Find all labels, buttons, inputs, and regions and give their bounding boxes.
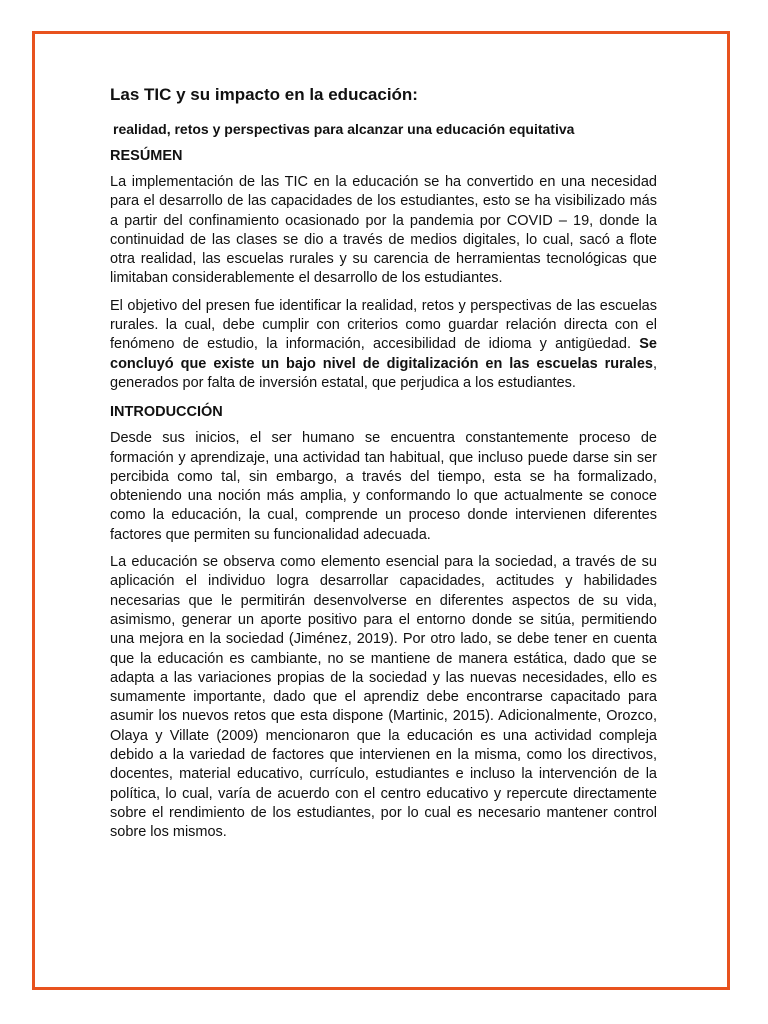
document-title: Las TIC y su impacto en la educación: (110, 85, 418, 104)
resumen-paragraph-1: La implementación de las TIC en la educación se ha convertido en una necesidad para el desarrollo de las capacidades de los estudiantes, esto se ha visibilizado más a partir del confinamiento ocasionado por la pandemia por COVID – 19, donde la continuidad de las clases se dio a través de medios digitales, lo cual, sacó a flote otra realidad, las escuelas rurales y su carencia de herramientas tecnológicas que limitaban considerablemente el desarrollo de los estudiantes. (110, 174, 657, 287)
resumen-p2-bold: Se concluyó que existe un bajo nivel de digitalización en las escuelas rurales (110, 336, 657, 372)
intro-paragraph-1: Desde sus inicios, el ser humano se encuentra constantemente proceso de formación y aprendizaje, una actividad tan habitual, que incluso puede darse sin ser percibida como tal, sin embargo, a través del tiempo, esta se ha formalizado, obteniendo una noción más amplia, y conformando lo que actualmente se conoce como la educación, la cual, comprende un proceso donde intervienen diferentes factores que permiten su funcionalidad adecuada. (110, 430, 657, 543)
document-subtitle: realidad, retos y perspectivas para alcanzar una educación equitativa (113, 121, 575, 137)
resumen-p2-end: , generados por falta de inversión estatal, que perjudica a los estudiantes. (110, 355, 657, 391)
intro-paragraph-2: La educación se observa como elemento esencial para la sociedad, a través de su aplicación el individuo logra desarrollar capacidades, actitudes y habilidades necesarias que le permitirán desenvolverse en diferentes aspectos de su vida, asimismo, generar un aporte positivo para el entorno donde se sitúa, permitiendo una mejora en la sociedad (Jiménez, 2019). Por otro lado, se debe tener en cuenta que la educación es cambiante, no se mantiene de manera estática, dado que se adapta a las variaciones propias de la sociedad y las nuevas necesidades, ello es sumamente importante, dado que el aprendiz debe encontrarse capacitado para asumir los nuevos retos que esta dispone (Martinic, 2015). Adicionalmente, Orozco, Olaya y Villate (2009) mencionaron que la educación es una actividad compleja debido a la variedad de factores que intervienen en la misma, como los directivos, docentes, material educativo, currículo, estudiantes e incluso la intervención de la política, lo cual, varía de acuerdo con el centro educativo y repercute directamente sobre el rendimiento de los estudiantes, por lo cual es necesario mantener control sobre los mismos. (110, 554, 657, 841)
resumen-heading: RESÚMEN (110, 148, 183, 164)
resumen-p2-start: El objetivo del presen fue identificar la realidad, retos y perspectivas de las escuelas rurales. la cual, debe cumplir con criterios como guardar relación directa con el fenómeno de estudio, la información, accesibilidad de idioma y antigüedad. (110, 297, 657, 353)
resumen-paragraph-2 (110, 297, 657, 393)
intro-heading: INTRODUCCIÓN (110, 404, 223, 421)
document-body (110, 83, 657, 851)
